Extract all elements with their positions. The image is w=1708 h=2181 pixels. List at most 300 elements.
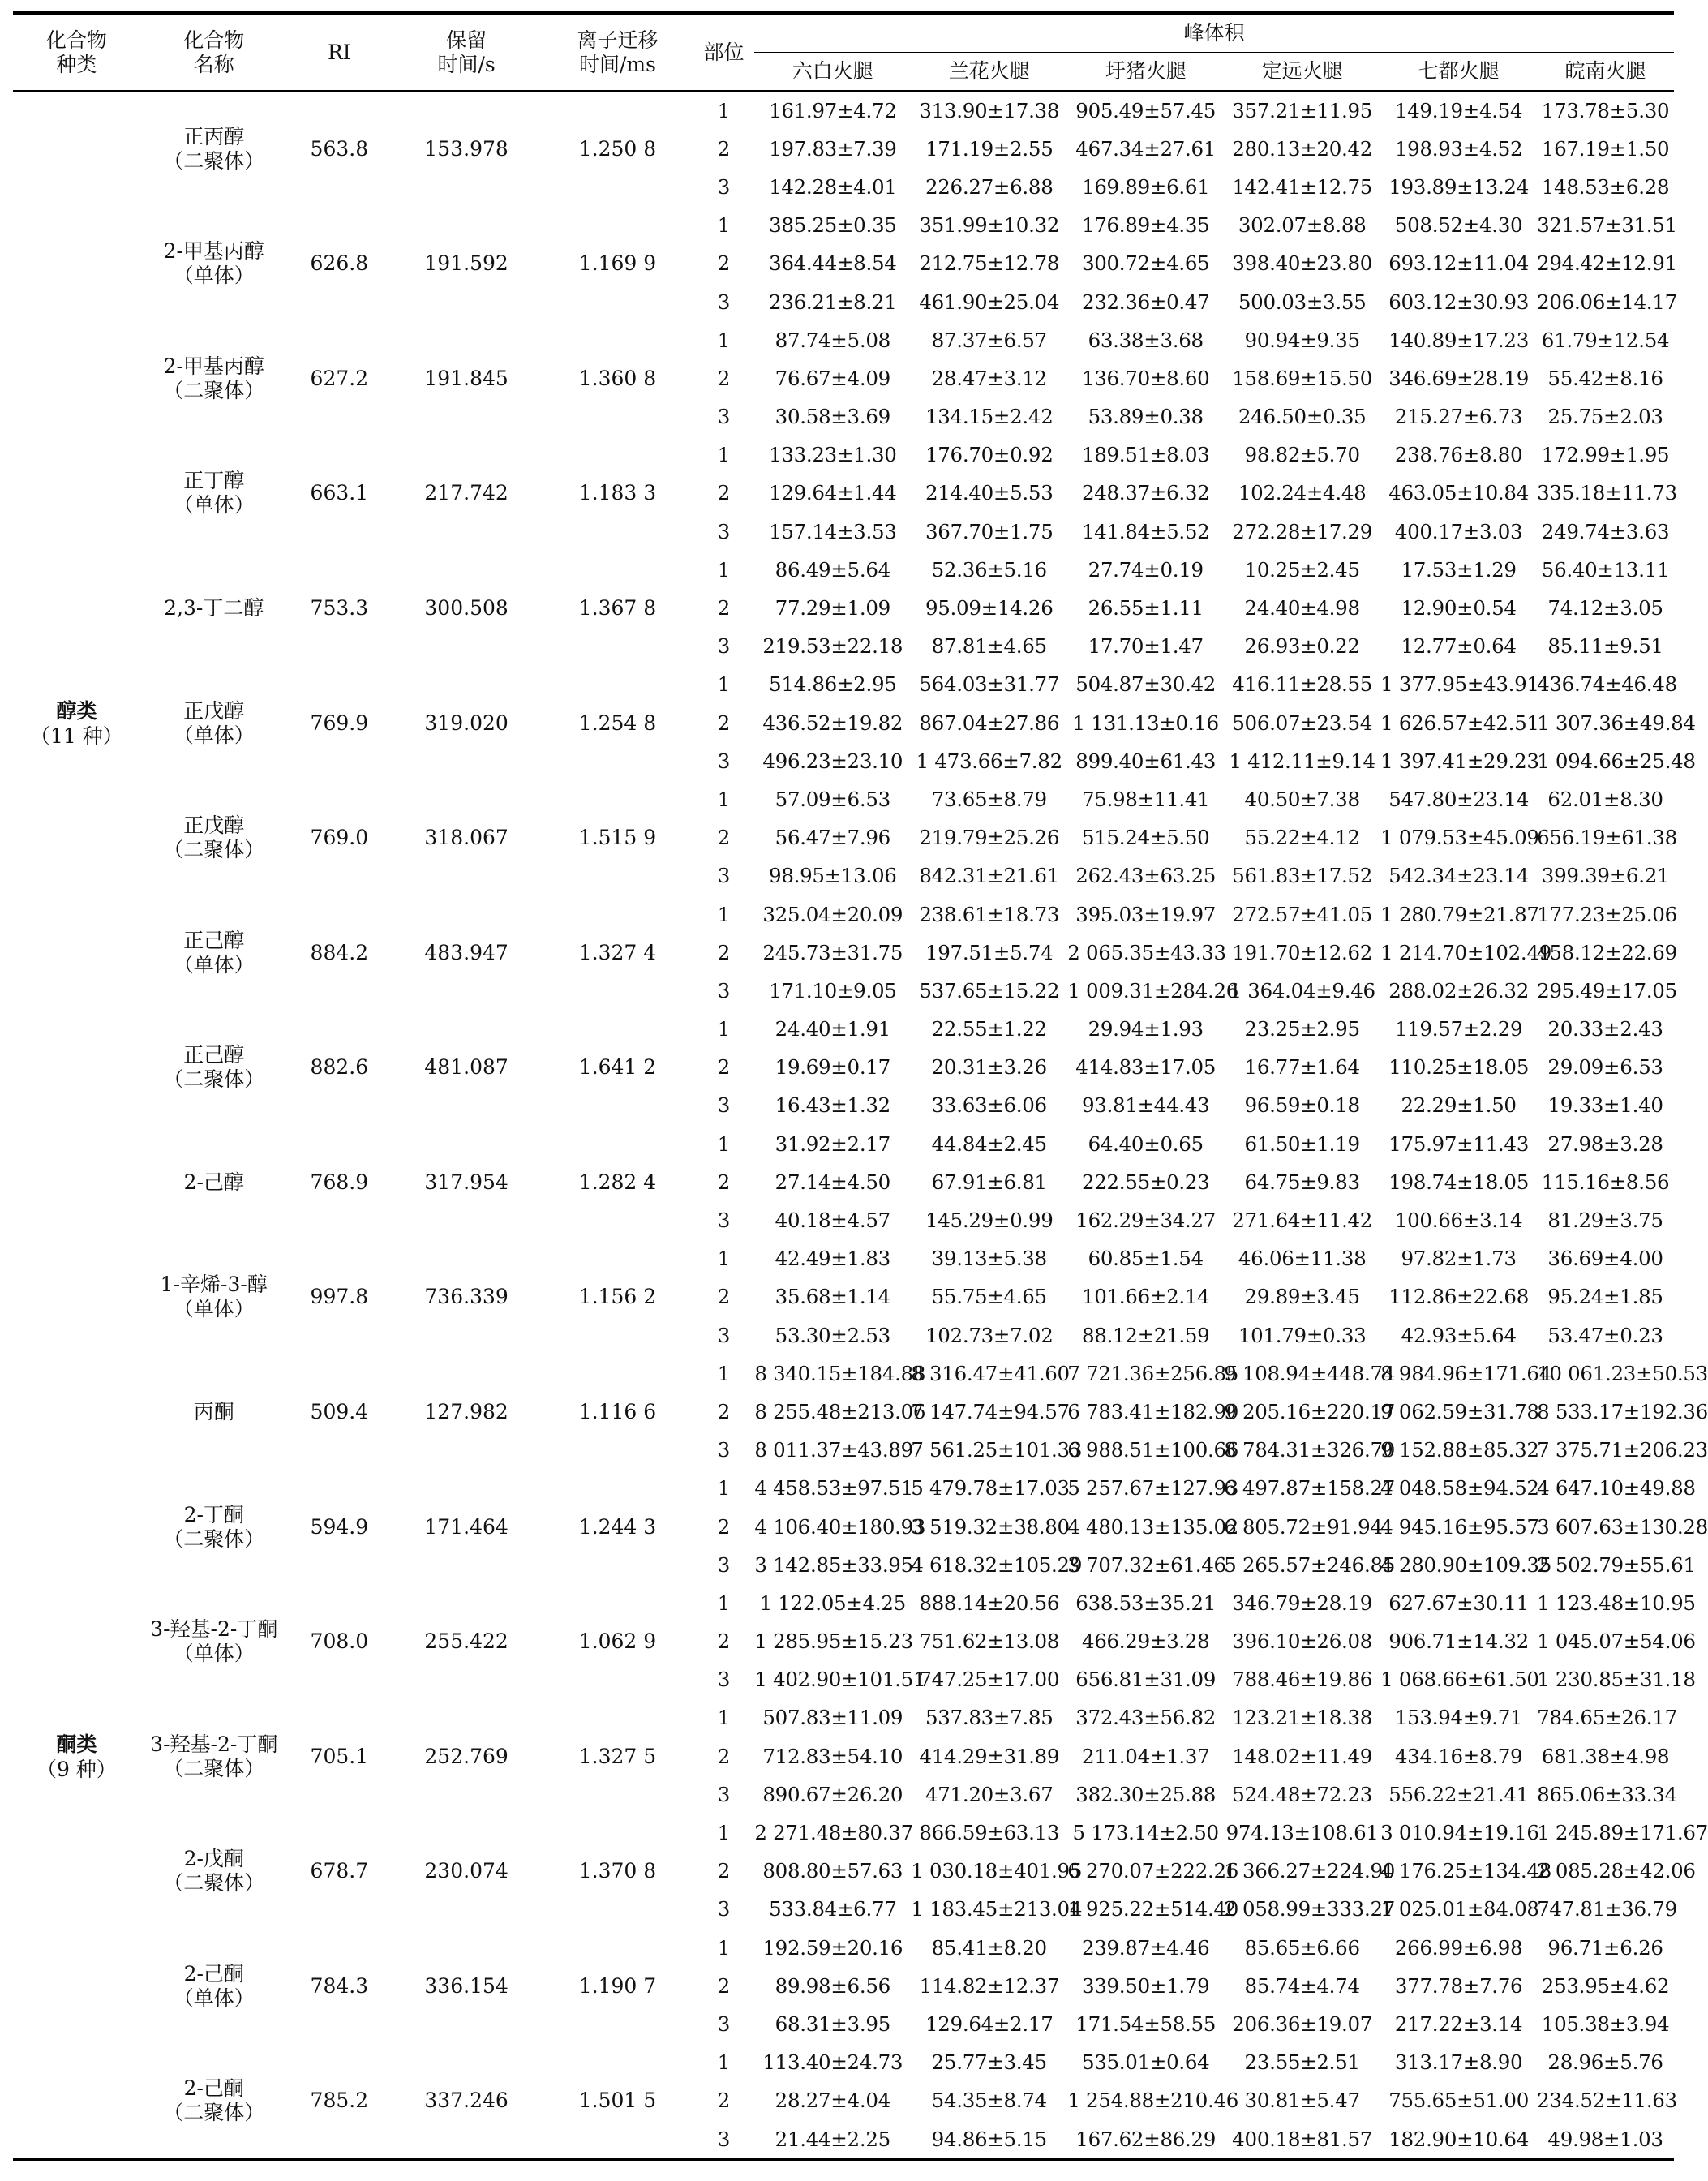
part-value: 2 [717,596,731,620]
peak-volume-cell: 1 123.48±10.95 [1537,1591,1696,1615]
peak-volume-cell: 68.31±3.95 [775,2011,890,2036]
part-value: 2 [717,136,731,161]
peak-volume-cell: 1 025.01±84.08 [1380,1897,1539,1921]
peak-volume-cell: 214.40±5.53 [925,481,1054,505]
peak-volume-cell: 27.74±0.19 [1088,557,1204,582]
peak-volume-cell: 8 011.37±43.89 [754,1438,913,1462]
peak-volume-cell: 335.18±11.73 [1537,481,1677,505]
part-value: 1 [717,1131,731,1156]
peak-volume-cell: 399.39±6.21 [1541,864,1670,888]
peak-volume-cell: 129.64±2.17 [925,2011,1054,2036]
part-value: 2 [717,1514,731,1539]
header-peak-volume: 峰体积 [754,13,1674,53]
peak-volume-cell: 142.28±4.01 [769,174,897,199]
peak-volume-cell: 1 254.88±210.46 [1067,2089,1239,2113]
peak-volume-cell: 1 364.04±9.46 [1229,978,1375,1002]
peak-volume-cell: 74.12±3.05 [1547,596,1663,620]
peak-volume-cell: 747.81±36.79 [1537,1897,1677,1921]
peak-volume-cell: 400.18±81.57 [1224,2120,1380,2160]
peak-volume-cell: 466.29±3.28 [1081,1629,1210,1654]
table-row [13,1584,1674,1622]
peak-volume-cell: 191.70±12.62 [1232,940,1373,964]
peak-volume-cell: 295.49±17.05 [1537,978,1677,1002]
peak-volume-cell: 556.22±21.41 [1388,1782,1529,1806]
peak-volume-cell: 85.65±6.66 [1244,1935,1360,1960]
part-value: 1 [717,98,731,122]
peak-volume-cell: 1 009.31±284.26 [1067,978,1239,1002]
peak-volume-cell: 142.41±12.75 [1232,174,1373,199]
peak-volume-cell: 56.40±13.11 [1541,557,1670,582]
peak-volume-cell: 1 412.11±9.14 [1229,749,1375,773]
peak-volume-cell: 463.05±10.84 [1388,481,1529,505]
peak-volume-cell: 461.90±25.04 [919,290,1060,314]
peak-volume-cell: 90.94±9.35 [1244,328,1360,352]
peak-volume-cell: 1 094.66±25.48 [1537,749,1696,773]
peak-volume-cell: 253.95±4.62 [1541,1973,1670,1998]
ri-value: 884.2 [310,940,369,964]
compound-name: 2-丁酮 （二聚体） [163,1502,265,1551]
peak-volume-cell: 35.68±1.14 [775,1285,890,1309]
peak-volume-cell: 169.89±6.61 [1081,174,1210,199]
drift-time-value: 1.169 9 [578,251,657,276]
drift-time-value: 1.156 2 [578,1285,657,1309]
drift-time-value: 1.501 5 [542,2044,693,2160]
peak-volume-cell: 101.66±2.14 [1081,1285,1210,1309]
peak-volume-cell: 238.76±8.80 [1394,443,1523,467]
part-value: 1 [717,1821,731,1845]
peak-volume-cell: 153.94±9.71 [1394,1706,1523,1730]
peak-volume-cell: 288.02±26.32 [1388,978,1529,1002]
peak-volume-cell: 1 214.70±102.49 [1380,940,1551,964]
peak-volume-cell: 3 142.85±33.95 [754,1552,913,1577]
peak-volume-cell: 19.33±1.40 [1547,1093,1663,1118]
retention-time-value: 483.947 [424,940,509,964]
peak-volume-cell: 21.44±2.25 [754,2120,911,2160]
ri-value: 705.1 [310,1744,369,1768]
part-value: 3 [717,2011,731,2036]
part-value: 2 [717,1744,731,1768]
peak-volume-cell: 5 257.67±127.93 [1067,1476,1239,1501]
part-value: 2 [717,940,731,964]
header-name: 化合物 名称 [140,13,288,91]
ri-value: 626.8 [310,251,369,276]
peak-volume-cell: 357.21±11.95 [1232,98,1373,122]
drift-time-value: 1.367 8 [578,596,657,620]
peak-volume-cell: 416.11±28.55 [1232,672,1373,697]
peak-volume-cell: 436.52±19.82 [762,711,903,735]
peak-volume-cell: 67.91±6.81 [931,1170,1047,1194]
peak-volume-cell: 102.73±7.02 [925,1323,1054,1347]
part-value: 3 [717,1552,731,1577]
peak-volume-cell: 22.29±1.50 [1401,1093,1517,1118]
peak-volume-cell: 24.40±4.98 [1244,596,1360,620]
peak-volume-cell: 8 316.47±41.60 [911,1361,1070,1385]
peak-volume-cell: 8 340.15±184.88 [754,1361,926,1385]
peak-volume-cell: 176.70±0.92 [925,443,1054,467]
peak-volume-cell: 656.81±31.09 [1075,1668,1217,1692]
peak-volume-cell: 890.67±26.20 [762,1782,903,1806]
peak-volume-cell: 603.12±30.93 [1388,290,1529,314]
peak-volume-cell: 1 068.66±61.50 [1380,1668,1539,1692]
retention-time-value: 255.422 [424,1629,509,1654]
peak-volume-cell: 114.82±12.37 [919,1973,1060,1998]
peak-volume-cell: 899.40±61.43 [1075,749,1217,773]
peak-volume-cell: 561.83±17.52 [1232,864,1373,888]
peak-volume-cell: 712.83±54.10 [762,1744,903,1768]
part-value: 3 [717,1209,731,1233]
part-value: 1 [717,328,731,352]
peak-volume-cell: 33.63±6.06 [931,1093,1047,1118]
peak-volume-cell: 5 173.14±2.50 [1072,1821,1219,1845]
header-ri: RI [288,13,391,91]
table-row [13,1699,1674,1737]
peak-volume-cell: 206.06±14.17 [1537,290,1677,314]
peak-volume-cell: 414.29±31.89 [919,1744,1060,1768]
peak-volume-cell: 313.90±17.38 [919,98,1060,122]
part-value: 3 [717,634,731,659]
part-value: 3 [717,978,731,1002]
peak-volume-cell: 136.70±8.60 [1081,366,1210,390]
part-value: 3 [717,174,731,199]
peak-volume-cell: 238.61±18.73 [919,902,1060,926]
peak-volume-cell: 56.47±7.96 [775,826,890,850]
peak-volume-cell: 96.71±6.26 [1547,1935,1663,1960]
ri-value: 663.1 [310,481,369,505]
peak-volume-cell: 1 377.95±43.91 [1380,672,1539,697]
compound-name: 正丙醇 （二聚体） [163,124,265,173]
compound-name: 正丁醇 （单体） [173,469,255,517]
peak-volume-cell: 471.20±3.67 [925,1782,1054,1806]
peak-volume-cell: 246.50±0.35 [1238,405,1367,429]
peak-volume-cell: 112.86±22.68 [1388,1285,1529,1309]
part-value: 1 [717,2050,731,2075]
data-table-document [13,11,1708,2161]
peak-volume-cell: 351.99±10.32 [919,213,1060,238]
peak-volume-cell: 76.67±4.09 [775,366,890,390]
peak-volume-cell: 115.16±8.56 [1541,1170,1670,1194]
peak-volume-cell: 219.79±25.26 [919,826,1060,850]
peak-volume-cell: 29.94±1.93 [1088,1017,1204,1041]
peak-volume-cell: 85.41±8.20 [931,1935,1047,1960]
peak-volume-cell: 64.40±0.65 [1088,1131,1204,1156]
peak-volume-cell: 514.86±2.95 [769,672,897,697]
peak-volume-cell: 7 375.71±206.23 [1537,1438,1708,1462]
peak-volume-cell: 94.86±5.15 [911,2120,1067,2160]
retention-time-value: 191.592 [424,251,509,276]
peak-volume-cell: 182.90±10.64 [1380,2120,1537,2160]
peak-volume-cell: 89.98±6.56 [775,1973,890,1998]
part-value: 3 [717,1782,731,1806]
peak-volume-cell: 693.12±11.04 [1388,251,1529,276]
compound-name: 2-甲基丙醇 （单体） [163,239,264,288]
peak-volume-cell: 784.65±26.17 [1537,1706,1677,1730]
part-value: 1 [717,787,731,811]
peak-volume-cell: 398.40±23.80 [1232,251,1373,276]
part-value: 1 [717,557,731,582]
peak-volume-cell: 28.27±4.04 [775,2089,890,2113]
peak-volume-cell: 148.53±6.28 [1541,174,1670,199]
peak-volume-cell: 98.82±5.70 [1244,443,1360,467]
retention-time-value: 336.154 [424,1973,509,1998]
drift-time-value: 1.190 7 [578,1973,657,1998]
peak-volume-cell: 26.55±1.11 [1088,596,1204,620]
header-part: 部位 [693,13,755,91]
peak-volume-cell: 192.59±20.16 [762,1935,903,1960]
peak-volume-cell: 4 647.10±49.88 [1537,1476,1696,1501]
peak-volume-cell: 85.11±9.51 [1547,634,1663,659]
peak-volume-cell: 4 280.90±109.35 [1380,1552,1551,1577]
peak-volume-cell: 1 122.05±4.25 [759,1591,906,1615]
peak-volume-cell: 808.80±57.63 [762,1859,903,1883]
peak-volume-cell: 377.78±7.76 [1394,1973,1523,1998]
retention-time-value: 153.978 [424,136,509,161]
part-value: 3 [717,864,731,888]
peak-volume-cell: 1 402.90±101.51 [754,1668,926,1692]
peak-volume-cell: 176.89±4.35 [1081,213,1210,238]
part-value: 2 [717,481,731,505]
part-value: 1 [717,1706,731,1730]
table-row [13,321,1674,359]
peak-volume-cell: 364.44±8.54 [769,251,897,276]
peak-volume-cell: 1 030.18±401.95 [911,1859,1083,1883]
peak-volume-cell: 2 065.35±43.33 [1067,940,1226,964]
ri-value: 708.0 [310,1629,369,1654]
peak-volume-cell: 905.49±57.45 [1075,98,1217,122]
peak-volume-cell: 87.74±5.08 [775,328,890,352]
part-value: 3 [717,1323,731,1347]
peak-volume-cell: 747.25±17.00 [919,1668,1060,1692]
peak-volume-cell: 95.24±1.85 [1547,1285,1663,1309]
compound-name: 正戊醇 （单体） [173,698,255,747]
peak-volume-cell: 436.74±46.48 [1537,672,1677,697]
peak-volume-cell: 22.55±1.22 [931,1017,1047,1041]
peak-volume-cell: 27.14±4.50 [775,1170,890,1194]
peak-volume-cell: 197.51±5.74 [925,940,1054,964]
peak-volume-cell: 12.77±0.64 [1401,634,1517,659]
ri-value: 882.6 [310,1055,369,1080]
retention-time-value: 191.845 [424,366,509,390]
compound-name: 1-辛烯-3-醇 （单体） [160,1273,268,1321]
peak-volume-cell: 6 988.51±100.66 [1067,1438,1239,1462]
peak-volume-cell: 234.52±11.63 [1537,2089,1677,2113]
compound-name: 2-甲基丙醇 （二聚体） [163,354,265,402]
part-value: 1 [717,902,731,926]
table-row [13,1929,1674,1967]
peak-volume-cell: 974.13±108.61 [1225,1821,1379,1845]
peak-volume-cell: 507.83±11.09 [762,1706,903,1730]
peak-volume-cell: 5 479.78±17.03 [911,1476,1070,1501]
peak-volume-cell: 49.98±1.03 [1537,2120,1674,2160]
peak-volume-cell: 1 626.57±42.51 [1380,711,1539,735]
peak-volume-cell: 57.09±6.53 [775,787,890,811]
peak-volume-cell: 245.73±31.75 [762,940,903,964]
part-value: 2 [717,1399,731,1423]
peak-volume-cell: 102.24±4.48 [1238,481,1367,505]
peak-volume-cell: 52.36±5.16 [931,557,1047,582]
peak-volume-cell: 60.85±1.54 [1088,1247,1204,1271]
drift-time-value: 1.641 2 [578,1055,657,1080]
drift-time-value: 1.327 5 [578,1744,657,1768]
peak-volume-cell: 134.15±2.42 [925,405,1054,429]
peak-volume-cell: 141.84±5.52 [1081,519,1210,543]
peak-volume-cell: 9 152.88±85.32 [1380,1438,1539,1462]
ri-value: 768.9 [310,1170,369,1194]
peak-volume-cell: 3 707.32±61.46 [1067,1552,1226,1577]
peak-volume-cell: 2 271.48±80.37 [754,1821,913,1845]
peak-volume-cell: 6 497.87±158.27 [1224,1476,1396,1501]
peak-volume-cell: 46.06±11.38 [1238,1247,1367,1271]
part-value: 2 [717,1055,731,1080]
peak-volume-cell: 20.33±2.43 [1547,1017,1663,1041]
peak-volume-cell: 53.89±0.38 [1088,405,1204,429]
peak-volume-cell: 64.75±9.83 [1244,1170,1360,1194]
drift-time-value: 1.244 3 [578,1514,657,1539]
peak-volume-cell: 53.30±2.53 [775,1323,890,1347]
peak-volume-cell: 537.83±7.85 [925,1706,1054,1730]
peak-volume-cell: 219.53±22.18 [762,634,903,659]
peak-volume-cell: 2 058.99±333.27 [1224,1897,1396,1921]
peak-volume-cell: 9 108.94±448.74 [1224,1361,1396,1385]
ri-value: 753.3 [310,596,369,620]
peak-volume-cell: 1 045.07±54.06 [1537,1629,1696,1654]
peak-volume-cell: 5 265.57±246.85 [1224,1552,1396,1577]
retention-time-value: 337.246 [391,2044,542,2160]
peak-volume-cell: 16.77±1.64 [1244,1055,1360,1080]
peak-volume-cell: 385.25±0.35 [769,213,897,238]
retention-time-value: 319.020 [424,711,509,735]
table-body [13,91,1708,2160]
part-value: 2 [717,1973,731,1998]
ri-value: 678.7 [310,1859,369,1883]
peak-volume-cell: 172.99±1.95 [1541,443,1670,467]
table-row [13,1240,1674,1278]
compound-name: 正己醇 （二聚体） [163,1043,265,1092]
peak-volume-cell: 95.09±14.26 [925,596,1054,620]
peak-volume-cell: 96.59±0.18 [1244,1093,1360,1118]
drift-time-value: 1.515 9 [578,826,657,850]
part-value: 2 [717,826,731,850]
peak-volume-cell: 20.31±3.26 [931,1055,1047,1080]
peak-volume-cell: 75.98±11.41 [1081,787,1210,811]
peak-volume-cell: 467.34±27.61 [1075,136,1217,161]
drift-time-value: 1.254 8 [578,711,657,735]
ri-value: 563.8 [310,136,369,161]
peak-volume-cell: 1 397.41±29.23 [1380,749,1539,773]
drift-time-value: 1.250 8 [578,136,657,161]
peak-volume-cell: 61.50±1.19 [1244,1131,1360,1156]
peak-volume-cell: 755.65±51.00 [1388,2089,1529,2113]
part-value: 1 [717,1591,731,1615]
peak-volume-cell: 867.04±27.86 [919,711,1060,735]
peak-volume-cell: 87.37±6.57 [931,328,1047,352]
peak-volume-cell: 140.89±17.23 [1388,328,1529,352]
table-row [13,551,1674,589]
peak-volume-cell: 9 062.59±31.78 [1380,1399,1539,1423]
peak-volume-cell: 29.89±3.45 [1244,1285,1360,1309]
peak-volume-cell: 86.49±5.64 [775,557,890,582]
peak-volume-cell: 189.51±8.03 [1081,443,1210,467]
peak-volume-cell: 167.62±86.29 [1067,2120,1224,2160]
drift-time-value: 1.327 4 [578,940,657,964]
peak-volume-cell: 414.83±17.05 [1075,1055,1217,1080]
ri-value: 997.8 [310,1285,369,1309]
peak-volume-cell: 788.46±19.86 [1232,1668,1373,1692]
peak-volume-cell: 6 270.07±222.26 [1067,1859,1239,1883]
part-value: 3 [717,1093,731,1118]
peak-volume-cell: 23.55±2.51 [1244,2050,1360,2075]
header-category: 化合物 种类 [13,13,140,91]
peak-volume-cell: 226.27±6.88 [925,174,1054,199]
peak-volume-cell: 249.74±3.63 [1541,519,1670,543]
peak-volume-cell: 157.14±3.53 [769,519,897,543]
header-sample: 兰花火腿 [911,53,1067,92]
peak-volume-cell: 39.13±5.38 [931,1247,1047,1271]
peak-volume-cell: 113.40±24.73 [762,2050,903,2075]
compound-name: 2,3-丁二醇 [164,596,264,620]
peak-volume-cell: 434.16±8.79 [1394,1744,1523,1768]
peak-volume-cell: 222.55±0.23 [1081,1170,1210,1194]
compound-name: 2-己酮 （二聚体） [140,2044,288,2160]
peak-volume-cell: 638.53±35.21 [1075,1591,1217,1615]
peak-volume-cell: 500.03±3.55 [1238,290,1367,314]
peak-volume-cell: 496.23±23.10 [762,749,903,773]
peak-volume-cell: 627.67±30.11 [1388,1591,1529,1615]
peak-volume-cell: 55.75±4.65 [931,1285,1047,1309]
ri-value: 769.9 [310,711,369,735]
peak-volume-cell: 1 079.53±45.09 [1380,826,1539,850]
peak-volume-cell: 396.10±26.08 [1232,1629,1373,1654]
peak-volume-cell: 506.07±23.54 [1232,711,1373,735]
part-value: 3 [693,2120,755,2160]
peak-volume-cell: 161.97±4.72 [769,98,897,122]
peak-volume-cell: 564.03±31.77 [919,672,1060,697]
retention-time-value: 230.074 [424,1859,509,1883]
peak-volume-cell: 6 805.72±91.94 [1224,1514,1383,1539]
table-row [13,780,1674,818]
peak-volume-cell: 29.09±6.53 [1547,1055,1663,1080]
peak-volume-cell: 346.79±28.19 [1232,1591,1373,1615]
peak-volume-cell: 87.81±4.65 [931,634,1047,659]
peak-volume-cell: 400.17±3.03 [1394,519,1523,543]
peak-volume-cell: 367.70±1.75 [925,519,1054,543]
compound-name: 3-羟基-2-丁酮 （二聚体） [150,1732,278,1780]
peak-volume-cell: 515.24±5.50 [1081,826,1210,850]
peak-volume-cell: 313.17±8.90 [1394,2050,1523,2075]
peak-volume-cell: 382.30±25.88 [1075,1782,1217,1806]
peak-volume-cell: 217.22±3.14 [1394,2011,1523,2036]
peak-volume-cell: 1 366.27±224.90 [1224,1859,1396,1883]
header-sample: 圩猪火腿 [1067,53,1224,92]
peak-volume-cell: 272.57±41.05 [1232,902,1373,926]
peak-volume-cell: 7 721.36±256.85 [1067,1361,1239,1385]
retention-time-value: 217.742 [424,481,509,505]
peak-volume-cell: 119.57±2.29 [1394,1017,1523,1041]
peak-volume-cell: 167.19±1.50 [1541,136,1670,161]
part-value: 2 [717,1629,731,1654]
retention-time-value: 481.087 [424,1055,509,1080]
table-row [13,207,1674,245]
peak-volume-cell: 325.04±20.09 [762,902,903,926]
peak-volume-cell: 30.81±5.47 [1244,2089,1360,2113]
part-value: 3 [717,405,731,429]
peak-volume-cell: 8 984.96±171.64 [1380,1361,1551,1385]
peak-volume-cell: 4 618.32±105.29 [911,1552,1083,1577]
peak-volume-cell: 1 280.79±21.87 [1380,902,1539,926]
peak-volume-cell: 40.50±7.38 [1244,787,1360,811]
peak-volume-cell: 1 925.22±514.40 [1067,1897,1239,1921]
retention-time-value: 171.464 [424,1514,509,1539]
ri-value: 627.2 [310,366,369,390]
